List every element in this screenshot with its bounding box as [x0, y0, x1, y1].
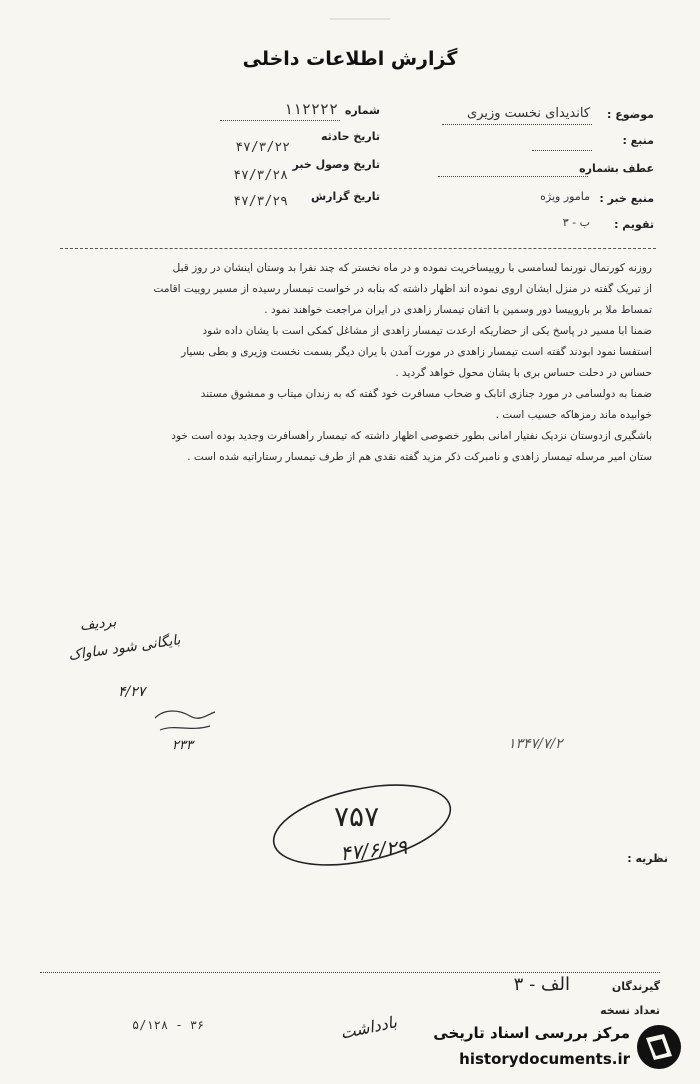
- handwritten-note-number-2: ۲۳۳: [172, 738, 193, 753]
- subject-value: کاندیدای نخست وزیری: [467, 106, 590, 121]
- ref-label: عطف بشماره: [579, 162, 654, 175]
- origin-label: منبع خبر :: [599, 192, 654, 205]
- copies-label: تعداد نسخه: [600, 1004, 660, 1017]
- recipients-value: الف - ۳: [513, 974, 570, 995]
- report-date-value: ۴۷/۳/۲۹: [233, 194, 288, 209]
- receipt-date-value: ۴۷/۳/۲۸: [233, 168, 288, 183]
- corner-mark: [330, 18, 390, 38]
- body-line: ضمنا ابا مسیر در پاسخ یکی از حضاریکه ارعدت تیمسار زاهدی از مشاغل کمکی است با یشان داده شود: [202, 325, 652, 337]
- watermark-url: historydocuments.ir: [459, 1050, 630, 1068]
- archive-logo-icon: [634, 1022, 684, 1072]
- source-label: منبع :: [622, 134, 654, 147]
- ref-underline: [438, 176, 588, 177]
- body-line: استفسا نمود ابودند گفته است تیمسار زاهدی در مورت آمدن با یران دیگر بسمت نخست وزیری و بطی بسیار: [181, 346, 652, 358]
- handwritten-date: ۱۳۴۷/۷/۲: [508, 736, 563, 752]
- opinion-label: نظریه :: [627, 852, 668, 865]
- body-line: باشگیری ازدوستان نزدیک نفتیار امانی بطور خصوصی اظهار داشته که تیمسار راهسافرت وجدید بوده است خود: [171, 430, 652, 442]
- body-line: تمساط ملا بر باروییسا دور وسمین با اتفان تیمسار زاهدی در ایران مراجعت خواهند نمود .: [264, 304, 652, 316]
- number-underline: [220, 120, 340, 121]
- body-line: خوابیده ماند رمزهاکه حسیب است .: [495, 409, 652, 421]
- handwritten-note-1: بردیف: [79, 614, 117, 634]
- handwritten-note-number: ۴/۲۷: [118, 684, 146, 700]
- body-line: ستان امیر مرسله تیمسار زاهدی و نامبرکت ذکر مزید گفته نقدی هم از طرف تیمسار رستاراتیه شده است .: [187, 451, 652, 463]
- handwritten-note-2: بایگانی شود ساواک: [67, 632, 182, 664]
- report-body: [52, 258, 652, 468]
- number-value: ۱۱۲۲۲۲: [283, 100, 338, 118]
- recipients-label: گیرندگان: [611, 980, 660, 993]
- header-separator: [60, 248, 656, 249]
- subject-label: موضوع :: [607, 108, 654, 121]
- body-line: حساس در دحلت حساس بری با یشان محول خواهد گردید .: [395, 367, 652, 379]
- stamp-number: ۷۵۷: [334, 800, 380, 833]
- event-date-label: تاریخ حادثه: [321, 130, 380, 143]
- source-underline: [532, 150, 592, 151]
- report-title: گزارش اطلاعات داخلی: [242, 48, 458, 70]
- number-label: شماره: [344, 104, 380, 117]
- watermark-logo: [408, 1018, 688, 1078]
- watermark-name: مرکز بررسی اسناد تاریخی: [433, 1024, 630, 1042]
- event-date-value: ۴۷/۳/۲۲: [235, 140, 290, 155]
- evaluation-value: ب - ۳: [562, 216, 590, 229]
- evaluation-label: تقویم :: [614, 218, 654, 231]
- subject-underline: [442, 124, 592, 125]
- footer-separator: [40, 972, 660, 973]
- stamp-date: ۴۷/۶/۲۹: [338, 834, 409, 866]
- body-line: روزنه کورنمال نورنما لسامسی با روییساخریت نموده و در ماه نخستر که چند نفرا بد وستان اینشان در روز قبل: [172, 262, 652, 274]
- handwritten-initials: بادداشت: [338, 1012, 399, 1043]
- file-reference: ۳۶ - ۵/۱۲۸: [132, 1018, 205, 1032]
- body-line: از تبریک گفته در منزل ایشان اروی نموده اند اظهار داشته که بنابه در خواست تیمسار رسیده از مسیر روییت اقامت: [153, 283, 652, 295]
- receipt-date-label: تاریخ وصول خبر: [292, 158, 380, 171]
- handwritten-scribble: [150, 700, 220, 740]
- report-date-label: تاریخ گزارش: [310, 190, 380, 203]
- body-line: ضمنا به دولسامی در مورد جنازی اتابک و ضحاب مسافرت خود گفته که به زندان میتاب و ممشوق مستند: [200, 388, 652, 400]
- origin-value: مامور ویژه: [540, 190, 590, 203]
